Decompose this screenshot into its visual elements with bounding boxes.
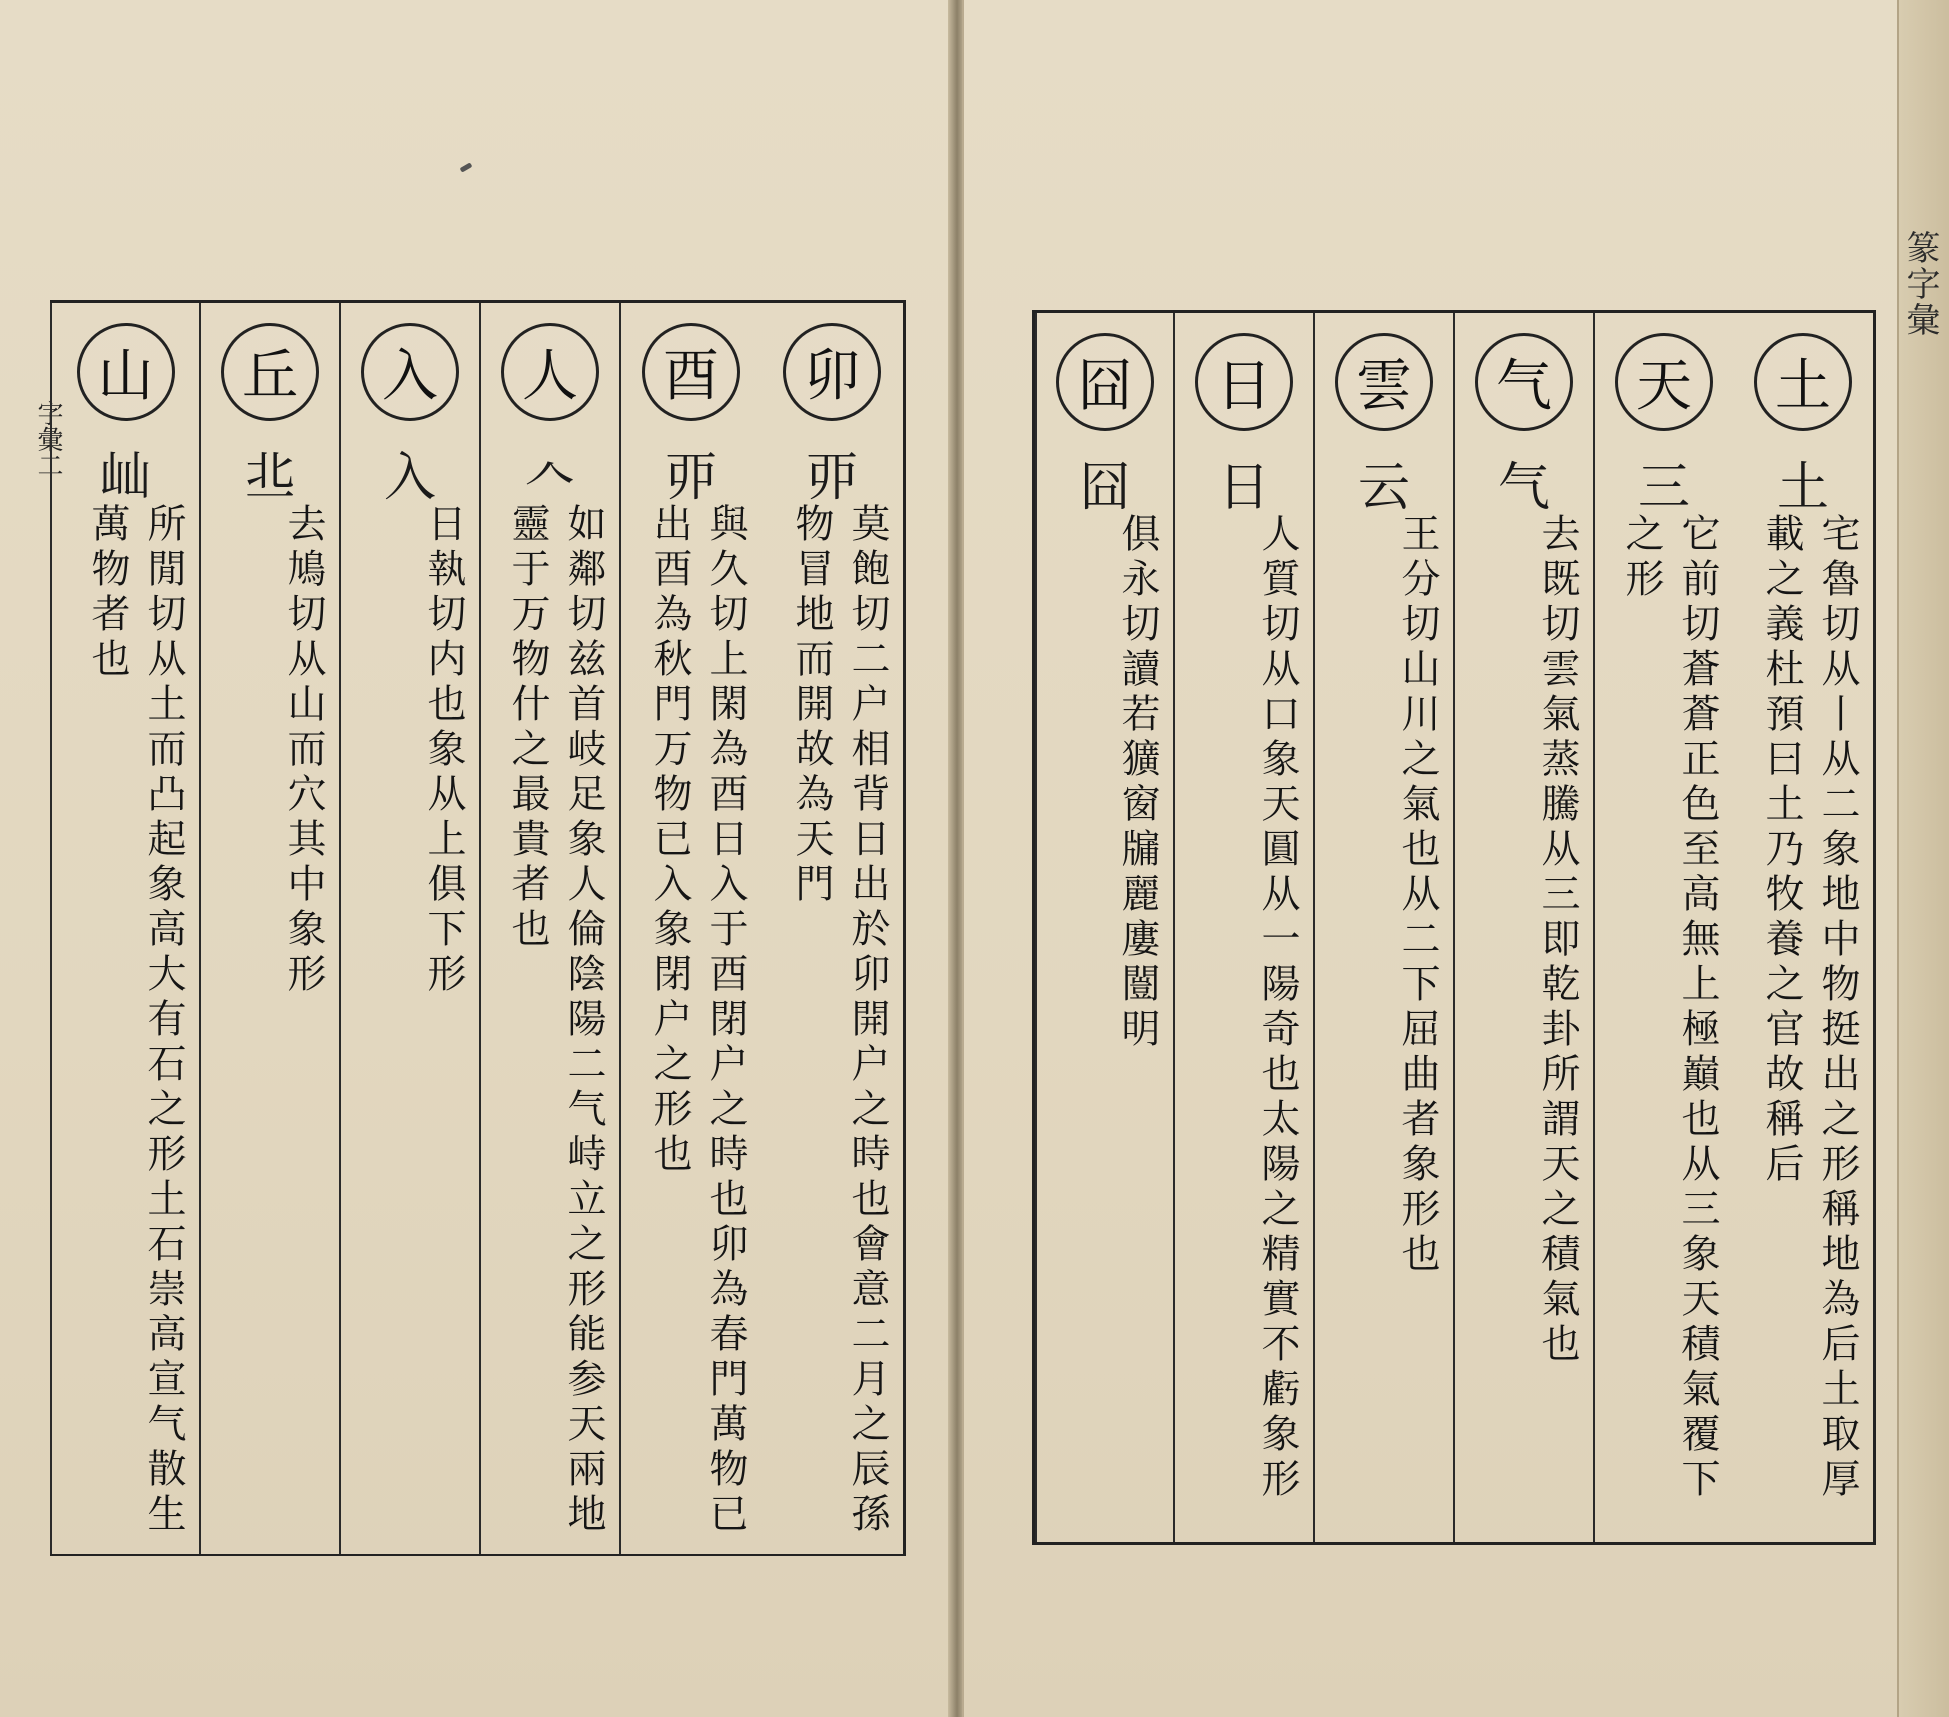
seal-char: 丘: [221, 323, 319, 421]
seal-char: 人: [501, 323, 599, 421]
ancient-form: 气: [1497, 458, 1551, 518]
ancient-form: 屾: [99, 448, 152, 508]
ancient-form: 囧: [1078, 458, 1132, 518]
seal-char: 日: [1195, 333, 1293, 431]
left-page-frame: [50, 300, 906, 1556]
seal-char: 土: [1754, 333, 1852, 431]
gloss-text: 如鄰切兹首岐足象人倫陰陽二气峙立之形能参天兩地靈于万物什之最貴者也: [505, 503, 606, 1538]
ancient-form: 𠆢: [523, 448, 577, 508]
gloss-text: 去既切雲氣蒸騰从三即乾卦所謂天之積氣也: [1535, 513, 1580, 1368]
ancient-form: 丣: [664, 448, 718, 508]
gloss-text: 日執切内也象从上俱下形: [421, 503, 466, 998]
column-right-5: [1173, 313, 1313, 1542]
page-edge-strip: [1897, 0, 1949, 1717]
gloss-text: 與久切上閑為酉日入于酉閉户之時也卯為春門萬物已出酉為秋門万物已入象閉户之形也: [647, 503, 748, 1538]
seal-char: 入: [361, 323, 459, 421]
ancient-form: 丣: [805, 448, 859, 508]
column-right-1: [1733, 313, 1873, 1542]
left-page: [0, 0, 954, 1717]
column-right-3: [1453, 313, 1593, 1542]
column-left-4: [339, 303, 479, 1554]
right-page-frame: [1032, 310, 1876, 1545]
ink-smudge: [460, 162, 473, 172]
column-right-2: [1593, 313, 1733, 1542]
gloss-text: 莫飽切二户相背日出於卯開户之時也會意二月之辰孫物冒地而開故為天門: [789, 503, 890, 1538]
right-page: [962, 0, 1949, 1717]
seal-char: 天: [1615, 333, 1713, 431]
seal-char: 卯: [783, 323, 881, 421]
seal-char: 山: [77, 323, 175, 421]
column-left-1: [761, 303, 903, 1554]
seal-char: 囧: [1056, 333, 1154, 431]
ancient-form: 土: [1776, 458, 1830, 518]
page-margin-label: 字彙二: [33, 400, 63, 478]
seal-char: 雲: [1335, 333, 1433, 431]
gloss-text: 俱永切讀若獷窗牖麗廔闓明: [1115, 513, 1160, 1053]
seal-char: 气: [1475, 333, 1573, 431]
column-left-5: [199, 303, 339, 1554]
gloss-text: 人質切从口象天圓从一陽奇也太陽之精實不虧象形: [1255, 513, 1300, 1503]
ancient-form: 三: [1637, 458, 1691, 518]
ancient-form: 日: [1217, 458, 1271, 518]
gloss-text: 去鳩切从山而穴其中象形: [281, 503, 326, 998]
column-left-2: [619, 303, 761, 1554]
column-left-3: [479, 303, 619, 1554]
column-right-6: [1035, 313, 1173, 1542]
edge-title-text: 篆字彙: [1900, 230, 1940, 338]
ancient-form: 入: [383, 448, 437, 508]
column-left-6: [50, 303, 199, 1554]
ancient-form: 丠: [243, 448, 297, 508]
gloss-text: 宅魯切从丨从二象地中物挺出之形稱地為后土取厚載之義杜預曰土乃牧養之官故稱后: [1759, 513, 1860, 1503]
column-right-4: [1313, 313, 1453, 1542]
gloss-text: 它前切蒼蒼正色至高無上極巔也从三象天積氣覆下之形: [1619, 513, 1720, 1503]
seal-char: 酉: [642, 323, 740, 421]
gloss-text: 所閒切从土而凸起象高大有石之形土石崇高宣气散生萬物者也: [85, 503, 186, 1538]
gloss-text: 王分切山川之氣也从二下屈曲者象形也: [1395, 513, 1440, 1278]
ancient-form: 云: [1357, 458, 1411, 518]
